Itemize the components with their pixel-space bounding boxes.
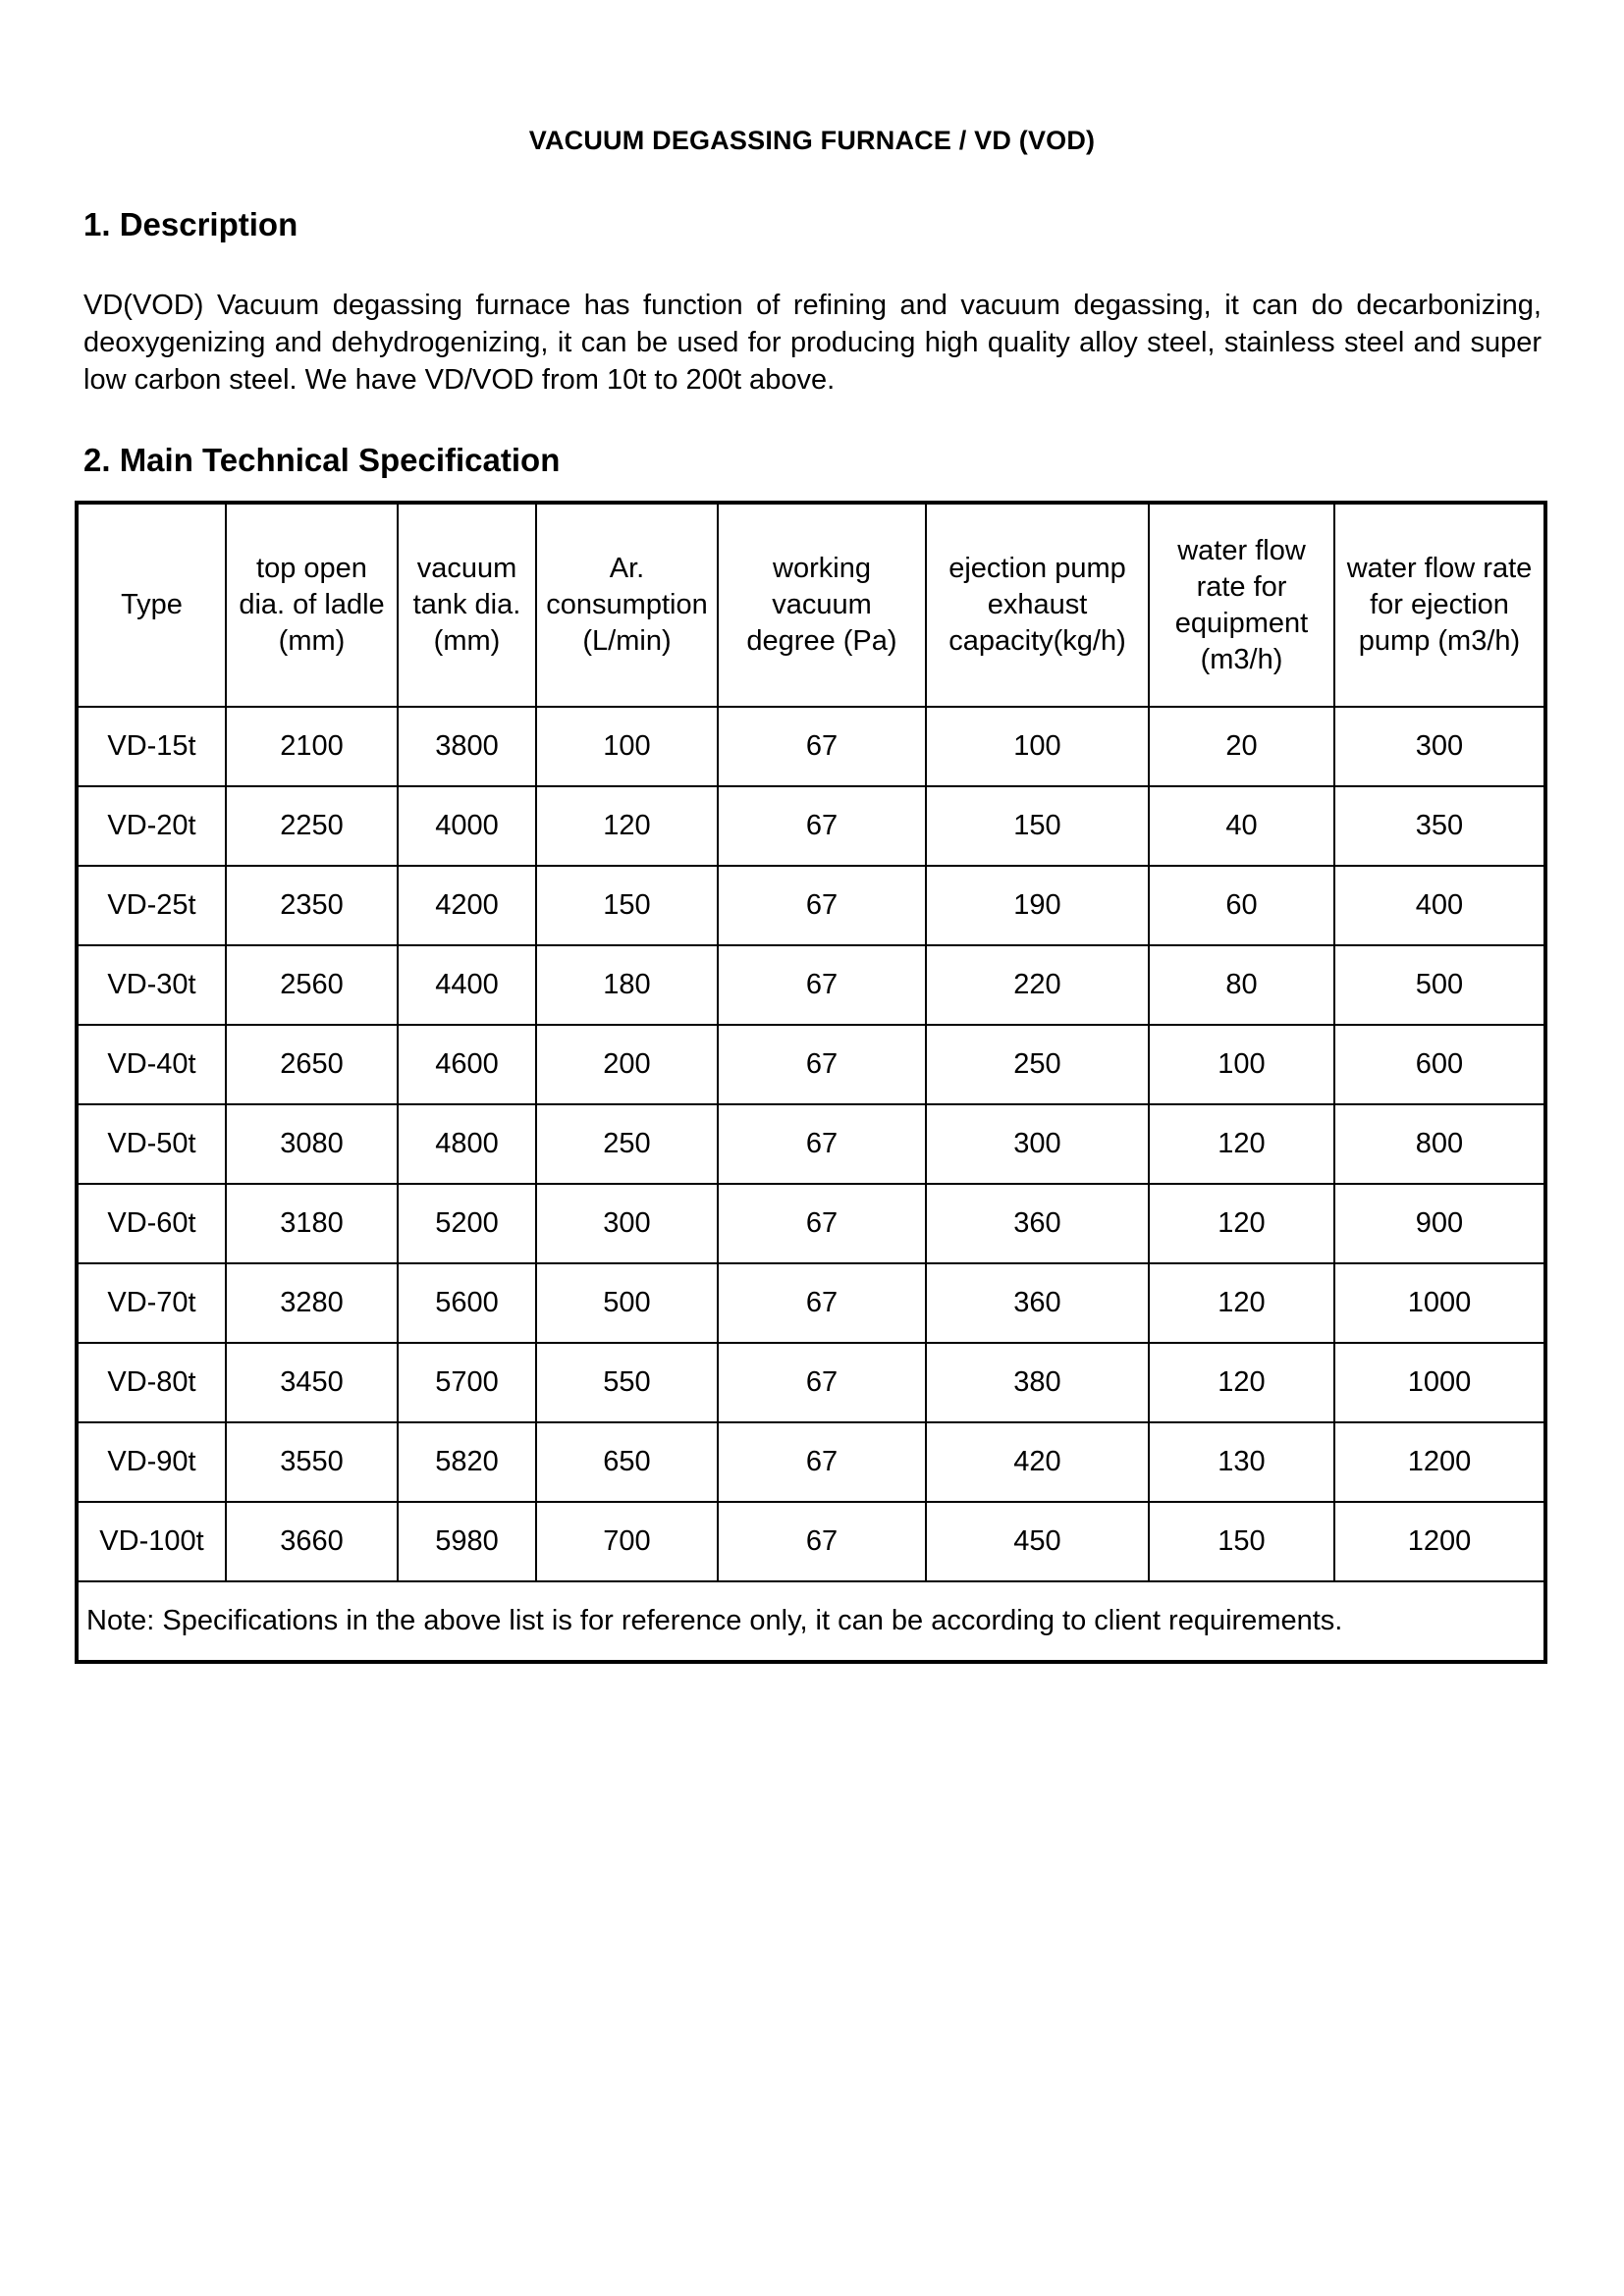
value-cell: 220 [926, 945, 1149, 1025]
value-cell: 67 [718, 707, 926, 786]
table-row [77, 1502, 1545, 1581]
value-cell: 1000 [1334, 1263, 1545, 1343]
value-cell: 300 [536, 1184, 718, 1263]
type-cell: VD-80t [77, 1343, 226, 1422]
type-cell: VD-70t [77, 1263, 226, 1343]
table-row [77, 1184, 1545, 1263]
table-row [77, 1104, 1545, 1184]
value-cell: 4800 [398, 1104, 536, 1184]
type-cell: VD-50t [77, 1104, 226, 1184]
value-cell: 130 [1149, 1422, 1334, 1502]
value-cell: 1200 [1334, 1422, 1545, 1502]
table-row [77, 866, 1545, 945]
value-cell: 180 [536, 945, 718, 1025]
value-cell: 3660 [226, 1502, 398, 1581]
value-cell: 2650 [226, 1025, 398, 1104]
value-cell: 2560 [226, 945, 398, 1025]
header-type: Type [77, 503, 226, 707]
table-row [77, 786, 1545, 866]
header-ladle-dia: top open dia. of ladle (mm) [226, 503, 398, 707]
header-vacuum-degree: working vacuum degree (Pa) [718, 503, 926, 707]
value-cell: 120 [1149, 1104, 1334, 1184]
value-cell: 250 [926, 1025, 1149, 1104]
value-cell: 2250 [226, 786, 398, 866]
value-cell: 67 [718, 1343, 926, 1422]
value-cell: 3280 [226, 1263, 398, 1343]
value-cell: 5600 [398, 1263, 536, 1343]
description-paragraph: VD(VOD) Vacuum degassing furnace has function of refining and vacuum degassing, it can do decarbonizing, deoxygenizing and dehydrogenizing, it can be used for producing high quality alloy steel, stainless steel and super low carbon steel. We have VD/VOD from 10t to 200t above. [83, 290, 1542, 396]
value-cell: 350 [1334, 786, 1545, 866]
table-row [77, 707, 1545, 786]
value-cell: 67 [718, 1422, 926, 1502]
type-cell: VD-15t [77, 707, 226, 786]
value-cell: 20 [1149, 707, 1334, 786]
table-row [77, 945, 1545, 1025]
header-tank-dia: vacuum tank dia. (mm) [398, 503, 536, 707]
value-cell: 67 [718, 1104, 926, 1184]
page-title: VACUUM DEGASSING FURNACE / VD (VOD) [528, 126, 1096, 155]
value-cell: 5200 [398, 1184, 536, 1263]
value-cell: 4200 [398, 866, 536, 945]
table-row [77, 1025, 1545, 1104]
type-cell: VD-60t [77, 1184, 226, 1263]
value-cell: 120 [1149, 1263, 1334, 1343]
table-note: Note: Specifications in the above list is for reference only, it can be according to client requirements. [77, 1581, 1545, 1662]
value-cell: 650 [536, 1422, 718, 1502]
value-cell: 67 [718, 1502, 926, 1581]
type-cell: VD-25t [77, 866, 226, 945]
value-cell: 360 [926, 1263, 1149, 1343]
value-cell: 3450 [226, 1343, 398, 1422]
table-row [77, 1263, 1545, 1343]
value-cell: 60 [1149, 866, 1334, 945]
value-cell: 500 [1334, 945, 1545, 1025]
type-cell: VD-90t [77, 1422, 226, 1502]
header-water-equipment: water flow rate for equipment (m3/h) [1149, 503, 1334, 707]
value-cell: 420 [926, 1422, 1149, 1502]
value-cell: 450 [926, 1502, 1149, 1581]
value-cell: 700 [536, 1502, 718, 1581]
value-cell: 40 [1149, 786, 1334, 866]
section-heading-specification: 2. Main Technical Specification [83, 442, 561, 478]
value-cell: 250 [536, 1104, 718, 1184]
value-cell: 400 [1334, 866, 1545, 945]
value-cell: 120 [1149, 1184, 1334, 1263]
type-cell: VD-30t [77, 945, 226, 1025]
value-cell: 200 [536, 1025, 718, 1104]
value-cell: 100 [536, 707, 718, 786]
value-cell: 4400 [398, 945, 536, 1025]
value-cell: 100 [1149, 1025, 1334, 1104]
value-cell: 900 [1334, 1184, 1545, 1263]
header-water-pump: water flow rate for ejection pump (m3/h) [1334, 503, 1545, 707]
table-note-row [77, 1581, 1545, 1662]
value-cell: 80 [1149, 945, 1334, 1025]
value-cell: 5980 [398, 1502, 536, 1581]
value-cell: 4600 [398, 1025, 536, 1104]
value-cell: 300 [1334, 707, 1545, 786]
value-cell: 5820 [398, 1422, 536, 1502]
value-cell: 2100 [226, 707, 398, 786]
value-cell: 380 [926, 1343, 1149, 1422]
value-cell: 3180 [226, 1184, 398, 1263]
value-cell: 550 [536, 1343, 718, 1422]
value-cell: 4000 [398, 786, 536, 866]
value-cell: 150 [536, 866, 718, 945]
value-cell: 360 [926, 1184, 1149, 1263]
table-header-row [77, 503, 1545, 707]
value-cell: 1200 [1334, 1502, 1545, 1581]
value-cell: 300 [926, 1104, 1149, 1184]
value-cell: 120 [536, 786, 718, 866]
value-cell: 67 [718, 945, 926, 1025]
value-cell: 600 [1334, 1025, 1545, 1104]
type-cell: VD-100t [77, 1502, 226, 1581]
value-cell: 500 [536, 1263, 718, 1343]
value-cell: 1000 [1334, 1343, 1545, 1422]
section-heading-description: 1. Description [83, 206, 298, 242]
specification-table [75, 501, 1547, 1664]
value-cell: 800 [1334, 1104, 1545, 1184]
value-cell: 3550 [226, 1422, 398, 1502]
header-pump-capacity: ejection pump exhaust capacity(kg/h) [926, 503, 1149, 707]
value-cell: 150 [926, 786, 1149, 866]
value-cell: 3800 [398, 707, 536, 786]
value-cell: 2350 [226, 866, 398, 945]
table-row [77, 1343, 1545, 1422]
value-cell: 67 [718, 1184, 926, 1263]
value-cell: 67 [718, 786, 926, 866]
header-ar-consumption: Ar. consumption (L/min) [536, 503, 718, 707]
value-cell: 150 [1149, 1502, 1334, 1581]
value-cell: 67 [718, 1025, 926, 1104]
type-cell: VD-20t [77, 786, 226, 866]
value-cell: 190 [926, 866, 1149, 945]
value-cell: 3080 [226, 1104, 398, 1184]
type-cell: VD-40t [77, 1025, 226, 1104]
value-cell: 67 [718, 866, 926, 945]
value-cell: 67 [718, 1263, 926, 1343]
value-cell: 5700 [398, 1343, 536, 1422]
value-cell: 120 [1149, 1343, 1334, 1422]
value-cell: 100 [926, 707, 1149, 786]
table-row [77, 1422, 1545, 1502]
